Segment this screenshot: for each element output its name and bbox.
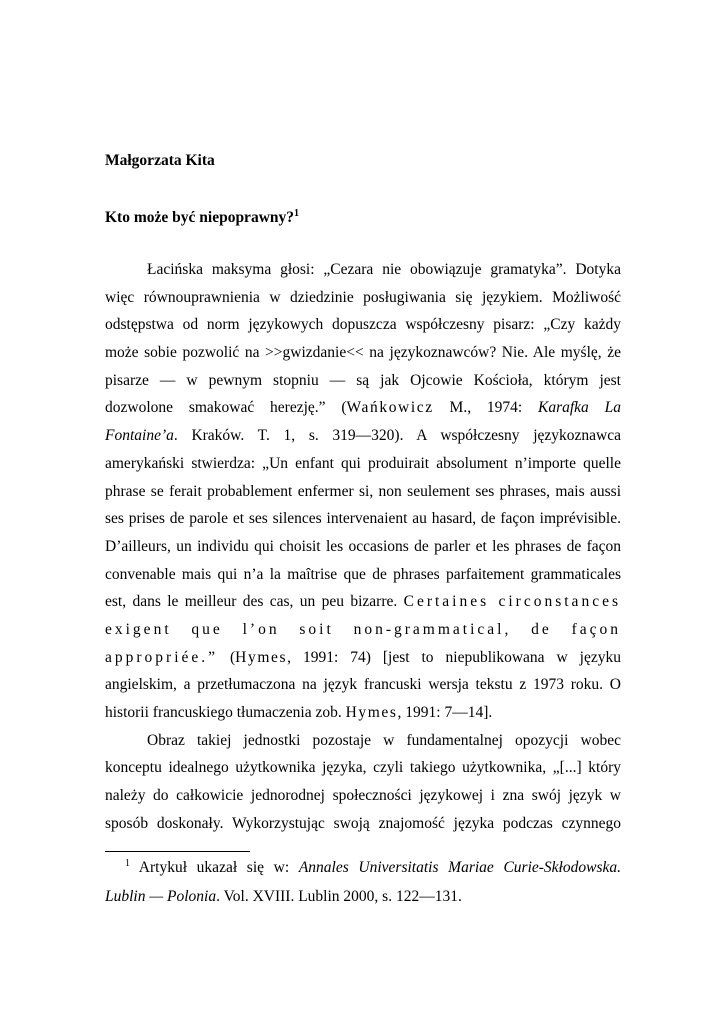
body-line xyxy=(105,782,621,810)
body-line xyxy=(105,810,621,838)
body-line xyxy=(105,561,621,589)
body-text-segment: appropriée.” xyxy=(105,648,219,666)
body-line xyxy=(105,533,621,561)
footnote-separator xyxy=(105,851,250,852)
body-text-segment: Łacińska maksyma głosi: „Cezara nie obowiązuje gramatyka”. Dotyka xyxy=(147,261,621,278)
body-line xyxy=(105,588,621,616)
body-text-segment: M., 1974: xyxy=(433,399,538,417)
body-line xyxy=(105,284,621,312)
body-text-segment: Karafka La xyxy=(538,399,621,417)
body-text-segment: sposób doskonały. Wykorzystując swoją znajomość języka podczas czynnego xyxy=(105,814,621,832)
body-text-segment: Fontaine’a xyxy=(105,427,174,445)
body-line xyxy=(105,367,621,395)
body-line xyxy=(105,671,621,699)
body-text-segment: historii francuskiego tłumaczenia zob. xyxy=(105,704,346,721)
body-text-segment: Hymes xyxy=(345,704,398,721)
body-text-segment: Hymes xyxy=(235,648,288,666)
article-title xyxy=(105,209,299,227)
footnote-text-segment: . Vol. XVIII. Lublin 2000, s. 122—131. xyxy=(216,888,462,905)
body-text xyxy=(105,256,621,837)
body-line xyxy=(105,644,621,672)
footnote xyxy=(105,853,621,911)
body-text-segment: , 1991: 74) [jest to niepublikowana w języku xyxy=(287,648,621,666)
body-line xyxy=(105,311,621,339)
body-text-segment: więc równouprawnienia w dziedzinie posługiwania się językiem. Możliwość xyxy=(105,288,621,306)
footnote-mark: 1 xyxy=(125,857,130,869)
footnote-text-segment: Artykuł ukazał się w: xyxy=(130,859,299,876)
footnote-line xyxy=(105,853,621,882)
body-text-segment: konceptu idealnego użytkownika języka, czyli takiego użytkownika, „[...] który xyxy=(105,759,621,777)
body-text-segment: Wańkowicz xyxy=(346,399,434,417)
body-line xyxy=(105,450,621,478)
body-text-segment: dozwolone smakować herezję.” ( xyxy=(105,399,347,417)
body-line xyxy=(105,256,621,284)
body-line xyxy=(105,754,621,782)
body-text-segment: phrase se ferait probablement enfermer si, non seulement ses phrases, mais aussi xyxy=(105,482,621,500)
body-text-segment: odstępstwa od norm językowych dopuszcza współczesny pisarz: „Czy każdy xyxy=(105,316,621,334)
body-text-segment: pisarze — w pewnym stopniu — są jak Ojcowie Kościoła, którym jest xyxy=(105,371,621,389)
body-line xyxy=(105,505,621,533)
footnote-line xyxy=(105,882,621,911)
author-name: Małgorzata Kita xyxy=(105,152,215,169)
body-text-segment: Certaines circonstances xyxy=(403,593,621,611)
body-text-segment: exigent que l’on soit non-grammatical, de façon xyxy=(105,620,621,638)
title-text: Kto może być niepoprawny? xyxy=(105,209,295,226)
body-text-segment: est, dans le meilleur des cas, un peu bizarre. xyxy=(105,593,404,611)
body-line xyxy=(105,422,621,450)
footnote-text-segment: Lublin — Polonia xyxy=(105,888,217,905)
body-line xyxy=(105,339,621,367)
body-text-segment: ( xyxy=(218,648,236,666)
body-line xyxy=(105,727,621,755)
body-text-segment: amerykański stwierdza: „Un enfant qui produirait absolument n’importe quelle xyxy=(105,454,621,472)
body-text-segment: convenable mais qui n’a la maîtrise que de phrases parfaitement grammaticales xyxy=(105,565,621,583)
body-text-segment: , 1991: 7—14]. xyxy=(397,704,493,721)
body-text-segment: D’ailleurs, un individu qui choisit les occasions de parler et les phrases de façon xyxy=(105,537,621,555)
body-text-segment: angielskim, a przetłumaczona na język francuski wersja tekstu z 1973 roku. O xyxy=(105,676,621,694)
body-text-segment: Obraz takiej jednostki pozostaje w fundamentalnej opozycji wobec xyxy=(147,731,621,749)
title-footnote-mark: 1 xyxy=(294,207,300,219)
body-text-segment: może sobie pozwolić na >>gwizdanie<< na językoznawców? Nie. Ale myślę, że xyxy=(105,344,621,362)
body-line xyxy=(105,478,621,506)
body-line xyxy=(105,394,621,422)
body-text-segment: ses prises de parole et ses silences intervenaient au hasard, de façon imprévisible. xyxy=(105,510,621,528)
body-text-segment: . Kraków. T. 1, s. 319—320). A współczesny językoznawca xyxy=(173,427,621,445)
body-text-segment: należy do całkowicie jednorodnej społeczności językowej i zna swój język w xyxy=(105,787,621,805)
footnote-text-segment: Annales Universitatis Mariae Curie-Skłodowska. xyxy=(298,859,621,876)
body-line xyxy=(105,616,621,644)
body-line xyxy=(105,699,621,727)
